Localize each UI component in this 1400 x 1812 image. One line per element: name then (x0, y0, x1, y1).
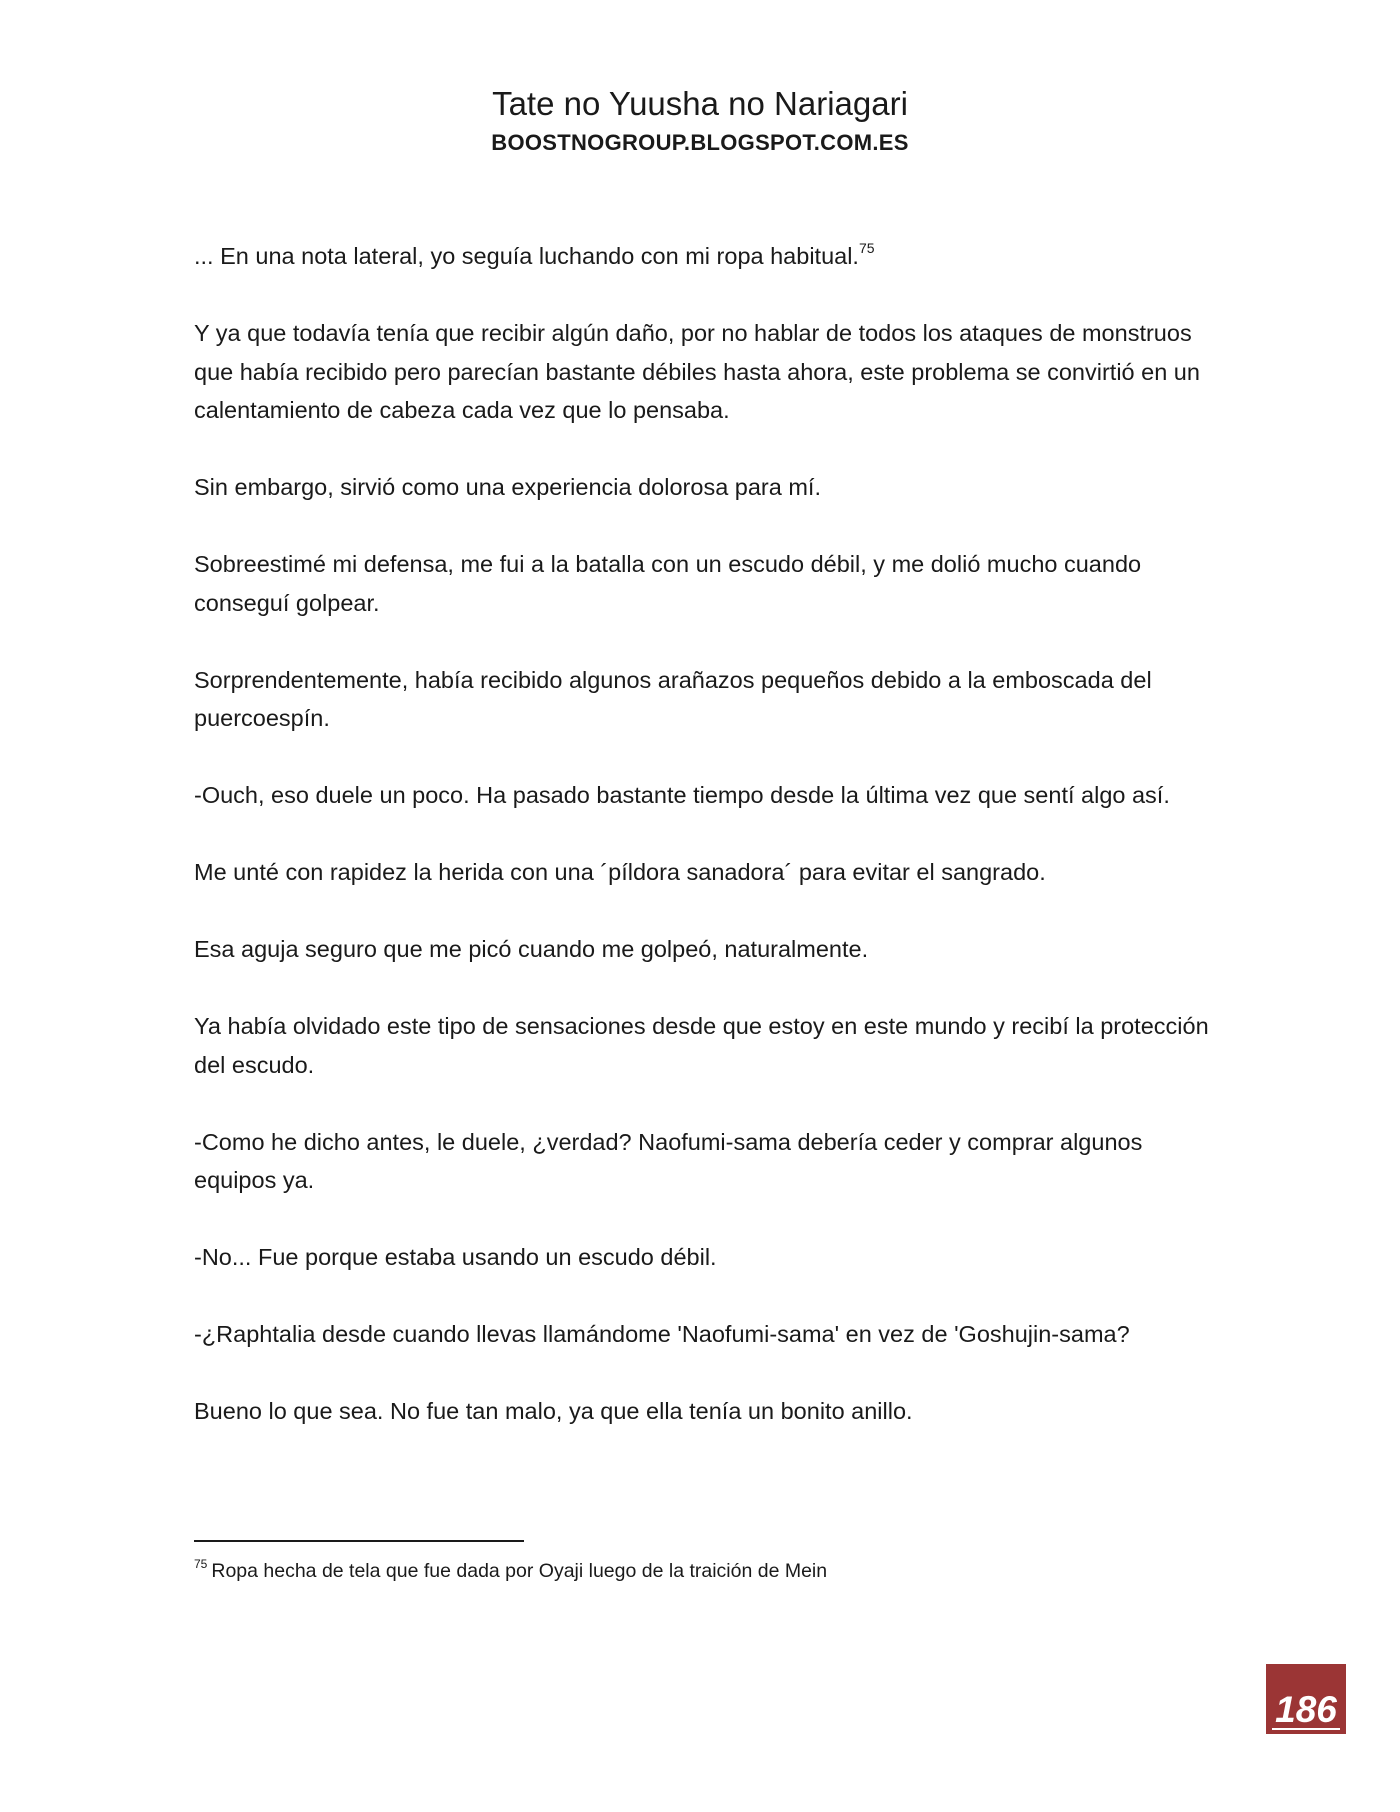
site-url: BOOSTNOGROUP.BLOGSPOT.COM.ES (491, 130, 909, 155)
paragraph: Ya había olvidado este tipo de sensaciones desde que estoy en este mundo y recibí la protección del escudo. (194, 1013, 1209, 1078)
footnote-divider (194, 1540, 524, 1542)
paragraph: Y ya que todavía tenía que recibir algún daño, por no hablar de todos los ataques de monstruos que había recibido pero parecían bastante débiles hasta ahora, este problema se convirtió en un calentamiento de cabeza cada vez que lo pensaba. (194, 320, 1200, 423)
page-number-badge (1266, 1664, 1346, 1734)
page-number: 186 (1275, 1689, 1337, 1730)
paragraph: Bueno lo que sea. No fue tan malo, ya que ella tenía un bonito anillo. (194, 1398, 913, 1424)
paragraph: -No... Fue porque estaba usando un escudo débil. (194, 1244, 717, 1270)
book-title: Tate no Yuusha no Nariagari (492, 85, 908, 122)
paragraph: Sorprendentemente, había recibido algunos arañazos pequeños debido a la emboscada del puercoespín. (194, 666, 1152, 731)
paragraph: -¿Raphtalia desde cuando llevas llamándome 'Naofumi-sama' en vez de 'Goshujin-sama? (194, 1321, 1130, 1347)
page-header (0, 84, 1400, 158)
page-number-underline (1272, 1728, 1340, 1730)
paragraph: Esa aguja seguro que me picó cuando me golpeó, naturalmente. (194, 936, 869, 962)
body-text (194, 237, 1214, 1469)
paragraph (194, 237, 1214, 276)
footnote-reference: 75 (858, 240, 875, 257)
paragraph-text: ... En una nota lateral, yo seguía luchando con mi ropa habitual. (194, 243, 859, 269)
paragraph: Me unté con rapidez la herida con una ´píldora sanadora´ para evitar el sangrado. (194, 859, 1046, 885)
paragraph: -Ouch, eso duele un poco. Ha pasado bastante tiempo desde la última vez que sentí algo así. (194, 782, 1170, 808)
footnote-number: 75 (194, 1556, 208, 1571)
footnote-text: Ropa hecha de tela que fue dada por Oyaji luego de la traición de Mein (211, 1560, 828, 1582)
paragraph: -Como he dicho antes, le duele, ¿verdad? Naofumi-sama debería ceder y comprar algunos equipos ya. (194, 1128, 1143, 1193)
paragraph: Sin embargo, sirvió como una experiencia dolorosa para mí. (194, 474, 821, 500)
paragraph: Sobreestimé mi defensa, me fui a la batalla con un escudo débil, y me dolió mucho cuando conseguí golpear. (194, 551, 1142, 616)
footnote (194, 1557, 1194, 1585)
